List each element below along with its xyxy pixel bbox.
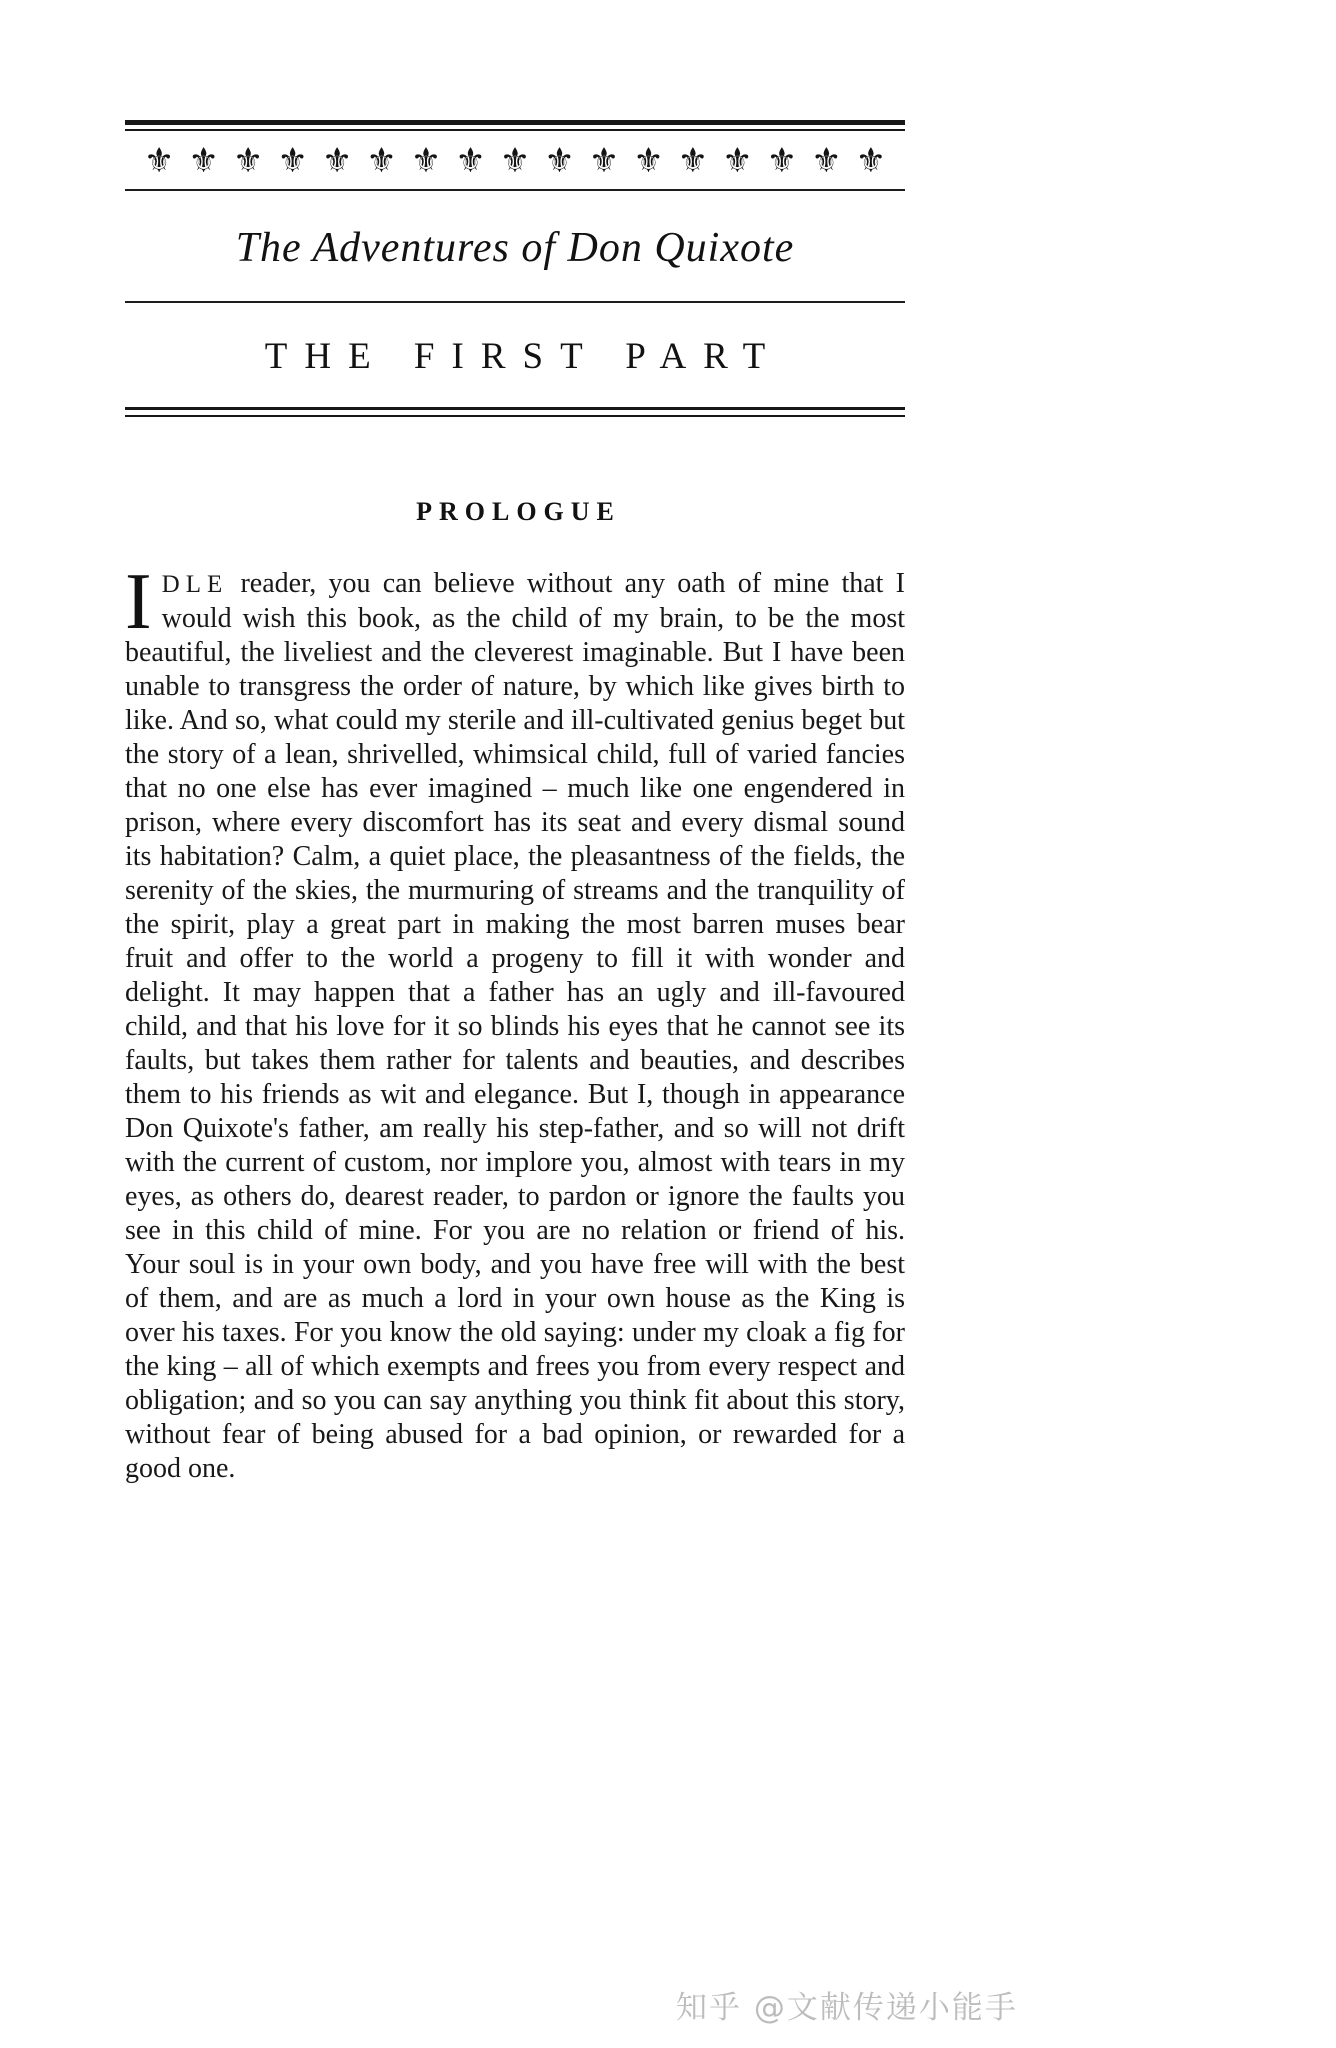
part-heading: THE FIRST PART <box>264 336 783 377</box>
page-content <box>125 0 905 1486</box>
book-title: The Adventures of Don Quixote <box>235 225 795 271</box>
prologue-paragraph <box>125 558 905 1486</box>
drop-word-rest: DLE <box>161 571 229 598</box>
top-double-rule <box>125 120 905 131</box>
watermark: 知乎 @文献传递小能手 <box>676 1990 1018 2026</box>
double-rule-below-part-heading <box>125 407 905 417</box>
rule-below-ornament <box>125 189 905 191</box>
drop-cap: I <box>125 558 152 646</box>
rule-below-title <box>125 301 905 303</box>
fleur-de-lis-ornament-band: ⚜⚜⚜⚜⚜⚜⚜⚜⚜⚜⚜⚜⚜⚜⚜⚜⚜ <box>143 141 901 181</box>
prologue-body-text: reader, you can believe without any oath of mine that I would wish this book, as the child of my brain, to be the most beautiful, the liveliest and the cleverest imaginable. But I have been unable to transgress the order of nature, by which like gives birth to like. And so, what could my sterile and ill-cultivated genius beget but the story of a lean, shrivelled, whimsical child, full of varied fancies that no one else has ever imagined – much like one engendered in prison, where every discomfort has its seat and every dismal sound its habitation? Calm, a quiet place, the pleasantness of the fields, the serenity of the skies, the murmuring of streams and the tranquility of the spirit, play a great part in making the most barren muses bear fruit and offer to the world a progeny to fill it with wonder and delight. It may happen that a father has an ugly and ill-favoured child, and that his love for it so blinds his eyes that he cannot see its faults, but takes them rather for talents and beauties, and describes them to his friends as wit and elegance. But I, though in appearance Don Quixote's father, am really his step-father, and so will not drift with the current of custom, nor implore you, almost with tears in my eyes, as others do, dearest reader, to pardon or ignore the faults you see in this child of mine. For you are no relation or friend of his. Your soul is in your own body, and you have free will with the best of them, and are as much a lord in your own house as the King is over his taxes. For you know the old saying: under my cloak a fig for the king – all of which exempts and frees you from every respect and obligation; and so you can say anything you think fit about this story, without fear of being abused for a bad opinion, or rewarded for a good one. <box>125 568 905 1484</box>
prologue-heading: PROLOGUE <box>416 497 621 526</box>
